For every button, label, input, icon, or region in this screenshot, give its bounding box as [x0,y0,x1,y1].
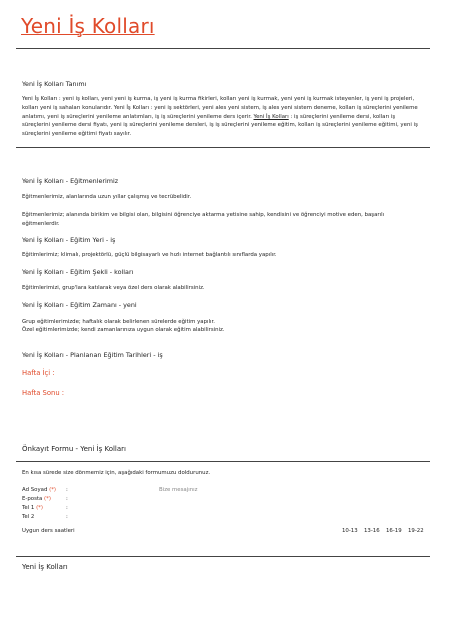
footer-divider [16,556,430,557]
trainers-line1: Eğitmenlerimiz, alanlarında uzun yıllar çalışmış ve tecrübelidir. [22,194,192,200]
form-field-tel1[interactable] [22,505,64,514]
form-field-email[interactable] [22,496,64,505]
location-text: Eğitimlerimiz; klimalı, projektörlü, güçlü bilgisayarlı ve hızlı internet bağlantılı sınıflarda yapılır. [22,252,277,258]
timing-line1: Grup eğitimlerimizde; haftalık olarak belirlenen sürelerde eğitim yapılır. [22,319,215,325]
timing-line2: Özel eğitimlerimizde; kendi zamanlarınıza uygun olarak eğitim alabilirsiniz. [22,327,225,333]
schedule-heading: Yeni İş Kolları - Planlanan Eğitim Tarihleri - iş [22,351,163,359]
format-text: Eğitimlerimizi, grup'lara katılarak veya özel ders olarak alabilirsiniz. [22,285,205,291]
field-label: Tel 2 [22,514,35,520]
location-heading: Yeni İş Kolları - Eğitim Yeri - iş [22,236,116,244]
trainers-line2: Eğitmenlerimiz; alanında birikim ve bilgisi olan, bilgisini öğrenciye aktarma yetisine sahip, kendisini ve öğrenciyi motive eden, başarılı eğitmenlerdir. [22,212,385,227]
weekday-label: Hafta İçi : [22,369,55,377]
required-mark: (*) [36,505,43,511]
form-divider [16,461,430,462]
section-divider [16,147,430,148]
weekend-label: Hafta Sonu : [22,389,65,397]
field-colon: : [66,514,68,520]
definition-text-part2: : iş süreçlerini yenileme dersi, kolları iş süreçlerini yenileme dersi fiyatı, yeni iş süreçlerini yenileme dersleri, iş iş süreçlerini yenileme eğitim, kolları iş süreçlerini yenileme eğitimi, yeni iş süreçlerini yenileme eğitimi fiyatı sayılır. [22,113,418,138]
hour-option[interactable]: 16-19 [386,528,402,534]
form-field-tel2[interactable] [22,514,64,523]
definition-link[interactable]: Yeni İş Kolları [253,113,289,120]
field-label: Tel 1 [22,505,35,511]
footer-heading: Yeni İş Kolları [22,563,68,571]
required-mark: (*) [49,487,56,493]
form-heading: Önkayıt Formu - Yeni İş Kolları [22,445,126,453]
definition-paragraph [22,95,422,139]
field-colon: : [66,487,68,493]
form-intro: En kısa sürede size dönmemiz için, aşağıdaki formumuzu doldurunuz. [22,470,211,476]
field-label: Ad Soyad [22,487,48,493]
form-field-name[interactable] [22,487,64,496]
hours-label: Uygun ders saatleri [22,528,75,534]
field-label: E-posta [22,496,43,502]
hour-option[interactable]: 13-16 [364,528,380,534]
definition-text-part1: Yeni İş Kolları : yeni iş kolları, yeni yeni iş kurma, iş yeni iş kurma fikirleri, kolları yeni iş kurmak, yeni yeni iş kurmak isteyenler, iş yeni iş projeleri, kolları yeni iş sahaları konularıdır. Yeni İş Kolları : yeni iş sektörleri, yeni ales yeni sistem, iş ales yeni sistem deneme, kolları iş süreçlerini yenileme anlatımı, yeni iş süreçlerini yenileme anlatımları, iş iş süreçlerini yenileme ders içerir. [22,96,418,120]
page-title: Yeni İş Kolları [21,14,155,38]
hour-option[interactable]: 19-22 [408,528,424,534]
field-colon: : [66,496,68,502]
field-colon: : [66,505,68,511]
hour-option[interactable]: 10-13 [342,528,358,534]
trainers-heading: Yeni İş Kolları - Eğitmenlerimiz [22,177,119,185]
required-mark: (*) [44,496,51,502]
message-textarea[interactable]: Bize mesajınız [159,487,198,493]
timing-heading: Yeni İş Kolları - Eğitim Zamanı - yeni [22,301,137,309]
title-divider [16,48,430,49]
definition-heading: Yeni İş Kolları Tanımı [22,80,87,88]
format-heading: Yeni İş Kolları - Eğitim Şekli - kolları [22,268,134,276]
